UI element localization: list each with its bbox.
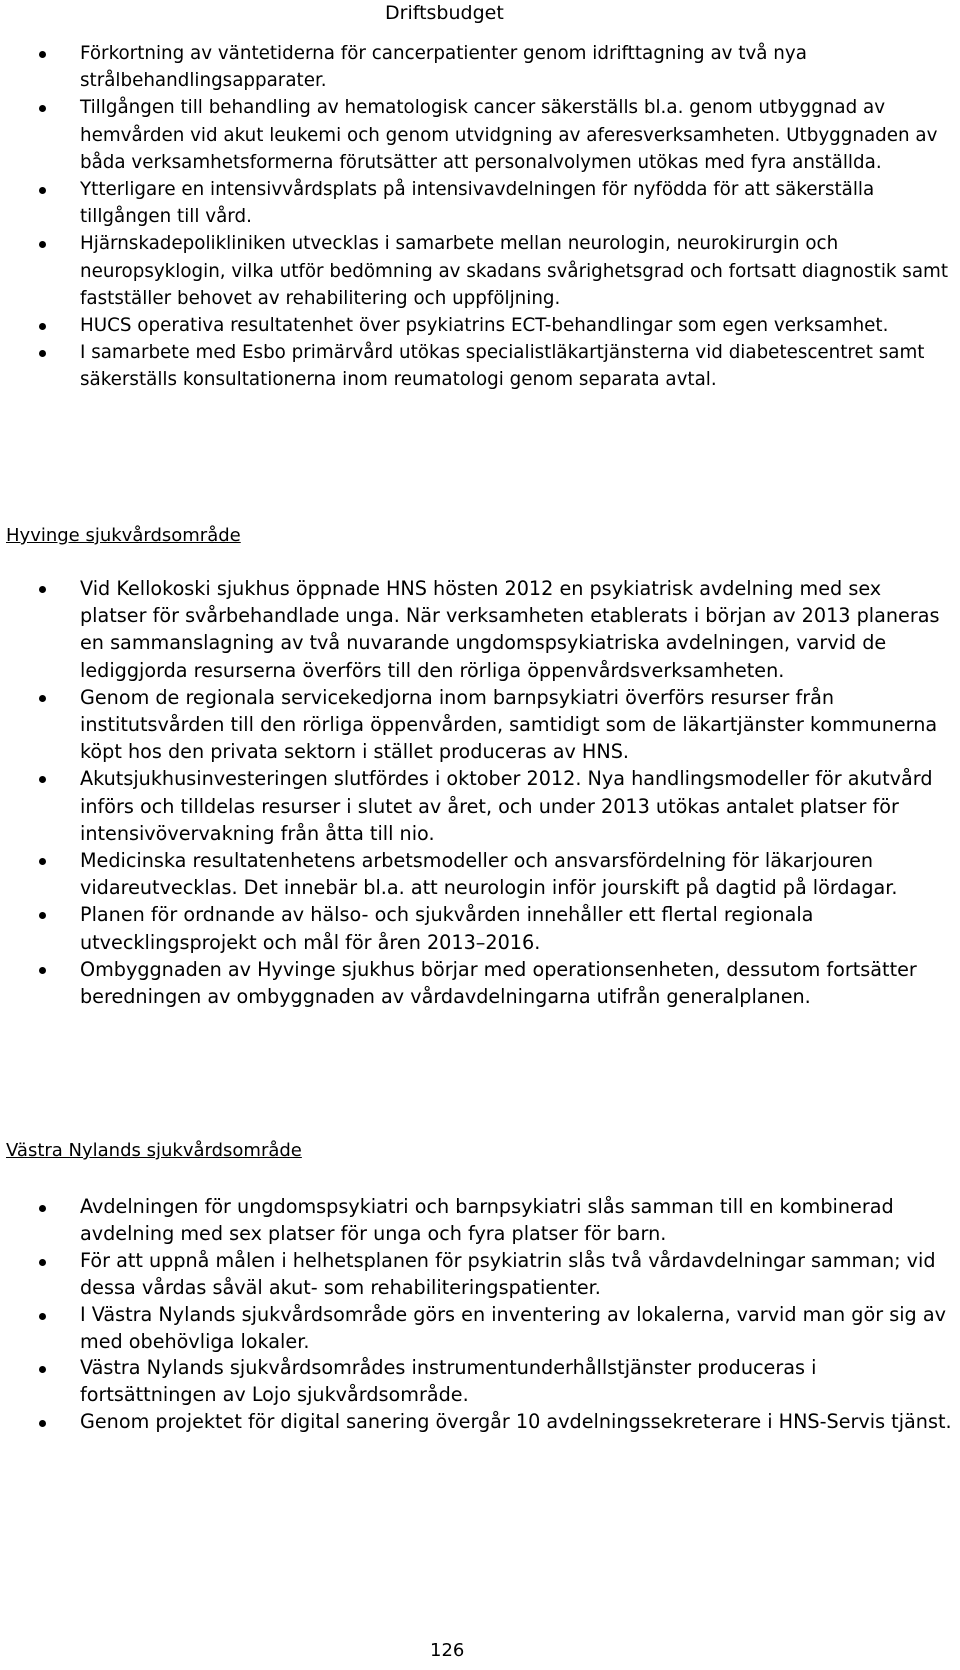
page-number: 126 [430, 1640, 465, 1661]
list-item [0, 847, 960, 901]
bullet-icon [39, 187, 46, 194]
list-item [0, 94, 960, 176]
list-item-text: I samarbete med Esbo primärvård utökas specialistläkartjänsterna vid diabetescentret samt säkerställs konsultationerna inom reumatologi genom separata avtal. [80, 342, 925, 391]
bullet-icon [39, 586, 46, 593]
list-item [0, 1355, 960, 1409]
list-item-text: Genom de regionala servicekedjorna inom barnpsykiatri överförs resurser från institutsvården till den rörliga öppenvården, samtidigt som de läkartjänster kommunerna köpt hos den privata sektorn i stället produceras av HNS. [80, 685, 938, 764]
bullet-icon [39, 1205, 46, 1212]
page-header-title: Driftsbudget [385, 2, 504, 24]
list-item [0, 575, 960, 684]
list-item [0, 765, 960, 847]
list-item-text: Tillgången till behandling av hematologisk cancer säkerställs bl.a. genom utbyggnad av hemvården vid akut leukemi och genom utvidgning av aferesverksamheten. Utbyggnaden av båda verksamhetsformerna förutsätter att personalvolymen utökas med fyra anställda. [80, 97, 938, 173]
bullet-icon [39, 105, 46, 112]
list-item [0, 40, 960, 94]
list-item [0, 339, 960, 393]
bullet-icon [39, 51, 46, 58]
list-item [0, 176, 960, 230]
bullet-icon [39, 241, 46, 248]
list-item-text: Medicinska resultatenhetens arbetsmodeller och ansvarsfördelning för läkarjouren vidareutvecklas. Det innebär bl.a. att neurologin inför jourskift på dagtid på lördagar. [80, 849, 898, 900]
bullet-icon [39, 912, 46, 919]
bullet-icon [39, 967, 46, 974]
list-item-text: Hjärnskadepolikliniken utvecklas i samarbete mellan neurologin, neurokirurgin och neuropsyklogin, vilka utför bedömning av skadans svårighetsgrad och fortsatt diagnostik samt fastställer behovet av rehabilitering och uppföljning. [80, 233, 948, 309]
list-item [0, 1409, 960, 1436]
list-item [0, 901, 960, 955]
list-item-text: Ombyggnaden av Hyvinge sjukhus börjar med operationsenheten, dessutom fortsätter beredningen av ombyggnaden av vårdavdelningarna utifrån generalplanen. [80, 957, 917, 1009]
list-item-text: Vid Kellokoski sjukhus öppnade HNS hösten 2012 en psykiatrisk avdelning med sex platser för svårbehandlade unga. När verksamheten etablerats i början av 2013 planeras en sammanslagning av två nuvarande ungdomspsykiatriska avdelningen, varvid de lediggjorda resurserna överförs till den rörliga öppenvårdsverksamheten. [80, 577, 940, 682]
bullet-icon [39, 1313, 46, 1320]
bullet-icon [39, 858, 46, 865]
list-item [0, 230, 960, 312]
vastra-bullet-list [0, 1194, 960, 1436]
list-item [0, 684, 960, 766]
list-item [0, 956, 960, 1010]
bullet-icon [39, 350, 46, 357]
list-item-text: Västra Nylands sjukvårdsområdes instrumentunderhållstjänster produceras i fortsättningen av Lojo sjukvårdsområde. [80, 1356, 817, 1407]
bullet-icon [39, 323, 46, 330]
list-item-text: För att uppnå målen i helhetsplanen för psykiatrin slås två vårdavdelningar samman; vid dessa vårdas såväl akut- som rehabiliteringspatienter. [80, 1248, 936, 1299]
bullet-icon [39, 1259, 46, 1266]
bullet-icon [39, 1366, 46, 1373]
list-item-text: I Västra Nylands sjukvårdsområde görs en inventering av lokalerna, varvid man gör sig av med obehövliga lokaler. [80, 1302, 946, 1353]
top-bullet-list [0, 40, 960, 394]
list-item-text: Akutsjukhusinvesteringen slutfördes i oktober 2012. Nya handlingsmodeller för akutvård införs och tilldelas resurser i slutet av året, och under 2013 utökas antalet platser för intensivövervakning från åtta till nio. [80, 767, 933, 845]
list-item [0, 1248, 960, 1302]
section-heading-vastra-nyland: Västra Nylands sjukvårdsområde [6, 1140, 302, 1161]
bullet-icon [39, 695, 46, 702]
list-item-text: Förkortning av väntetiderna för cancerpatienter genom idrifttagning av två nya strålbehandlingsapparater. [80, 43, 807, 92]
list-item [0, 1194, 960, 1248]
bullet-icon [39, 1420, 46, 1427]
list-item [0, 312, 960, 339]
section-heading-hyvinge: Hyvinge sjukvårdsområde [6, 525, 241, 546]
list-item-text: Planen för ordnande av hälso- och sjukvården innehåller ett flertal regionala utvecklingsprojekt och mål för åren 2013–2016. [80, 903, 814, 954]
hyvinge-bullet-list [0, 575, 960, 1010]
list-item [0, 1302, 960, 1356]
bullet-icon [39, 776, 46, 783]
list-item-text: Ytterligare en intensivvårdsplats på intensivavdelningen för nyfödda för att säkerställa tillgången till vård. [80, 179, 875, 228]
list-item-text: Avdelningen för ungdomspsykiatri och barnpsykiatri slås samman till en kombinerad avdelning med sex platser för unga och fyra platser för barn. [80, 1195, 894, 1245]
list-item-text: Genom projektet för digital sanering övergår 10 avdelningssekreterare i HNS-Servis tjänst. [80, 1410, 952, 1434]
list-item-text: HUCS operativa resultatenhet över psykiatrins ECT-behandlingar som egen verksamhet. [80, 315, 889, 337]
